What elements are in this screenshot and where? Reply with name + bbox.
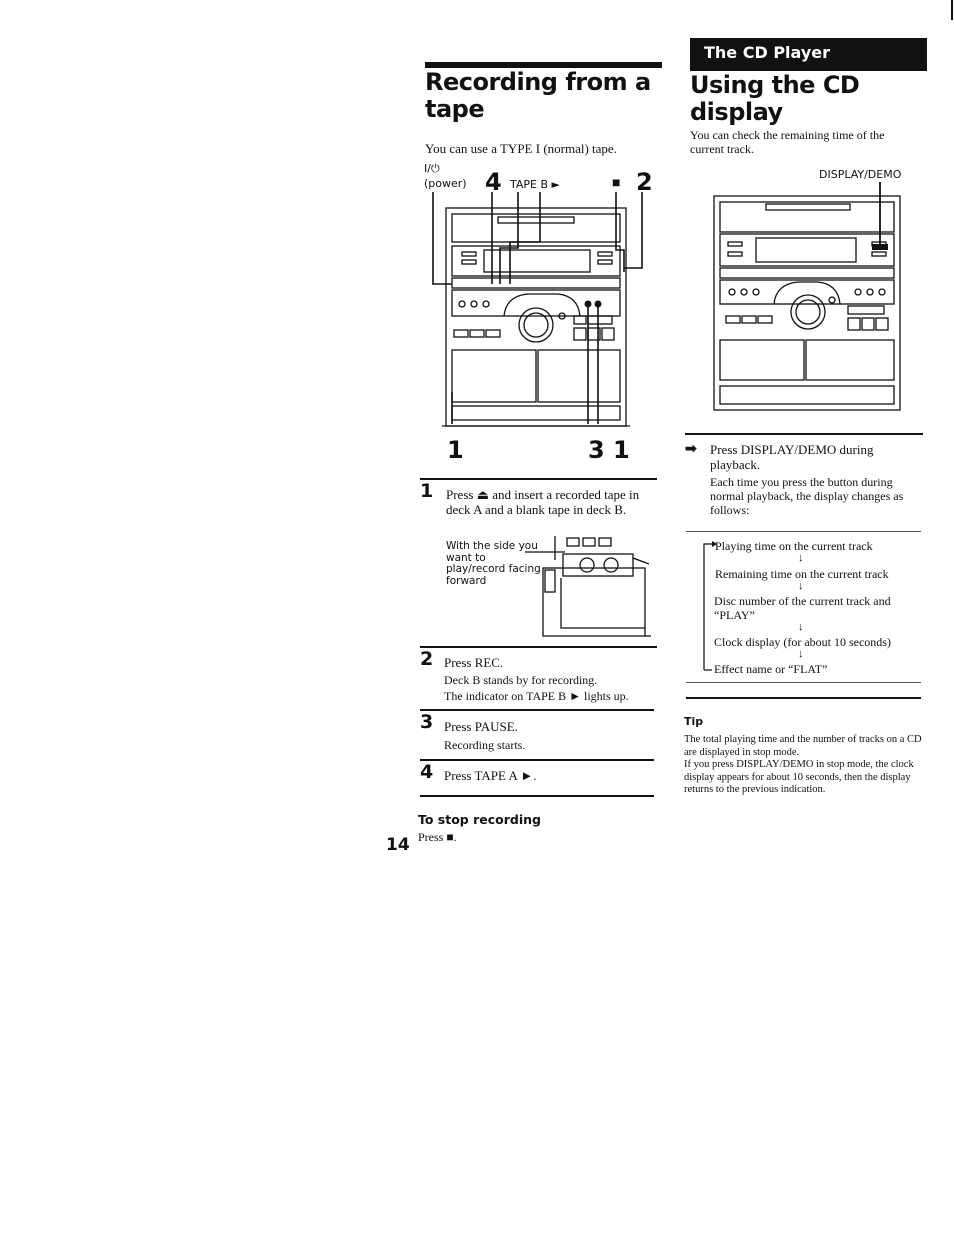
page-number: 14 [386,835,410,855]
intro-right: You can check the remaining time of the current track. [690,128,885,156]
cycle-bottom-rule [686,682,921,683]
step-3-rule [420,709,654,711]
power-symbol: I/⏻ [424,162,440,175]
step-1-rule [420,478,657,480]
tape-b-label: TAPE B ► [510,178,560,191]
step-2-note-2: The indicator on TAPE B ► lights up. [444,689,629,703]
down-arrow-icon: ↓ [798,580,804,592]
cassette-illustration [525,534,653,644]
callout-1-left: 1 [447,436,464,464]
cassette-caption: With the side you want to play/record facing forward [446,540,541,587]
page-title-left: Recording from a tape [425,68,651,123]
tip-heading: Tip [684,715,704,728]
stop-recording-text: Press ■. [418,830,457,844]
tip-rule [686,697,921,699]
action-rule [685,433,923,435]
down-arrow-icon: ↓ [798,552,804,564]
stereo-illustration-left [428,192,663,442]
step-1-text: Press ⏏ and insert a recorded tape in deck A and a blank tape in deck B. [446,487,640,517]
step-2-text: Press REC. [444,655,504,670]
step-3-note: Recording starts. [444,738,526,752]
callout-2: 2 [636,168,653,196]
power-label: (power) [424,177,467,190]
stereo-illustration-right [708,182,908,414]
step-2-number: 2 [420,648,434,670]
stop-symbol: ■ [612,176,621,191]
step-2-rule [420,646,657,648]
page-title-right: Using the CD display [690,71,860,126]
step-1-number: 1 [420,480,434,502]
intro-left: You can use a TYPE I (normal) tape. [425,141,617,156]
step-3-text: Press PAUSE. [444,719,518,734]
step-4-number: 4 [420,761,434,783]
display-demo-label: DISPLAY/DEMO [819,168,902,181]
callout-3-1: 3 1 [588,436,630,464]
step-2-note: Deck B stands by for recording. [444,673,598,687]
step-end-rule [420,795,654,797]
tip-text-2: If you press DISPLAY/DEMO in stop mode, the clock display appears for about 10 seconds, then the display returns to the previous indication. [684,759,914,795]
edge-mark [951,0,953,20]
callout-4: 4 [485,168,502,196]
cycle-item-3: Disc number of the current track and “PLAY” [714,594,891,622]
step-4-rule [420,759,654,761]
down-arrow-icon: ↓ [798,648,804,660]
section-banner: The CD Player [690,38,927,71]
cycle-item-5: Effect name or “FLAT” [714,662,828,676]
tip-text-1: The total playing time and the number of tracks on a CD are displayed in stop mode. [684,734,922,758]
cycle-item-1: Playing time on the current track [715,539,873,553]
stop-recording-heading: To stop recording [418,812,541,827]
cycle-top-rule [686,531,921,532]
action-note: Each time you press the button during normal playback, the display changes as follows: [710,475,904,517]
step-4-text: Press TAPE A ►. [444,768,537,783]
down-arrow-icon: ↓ [798,621,804,633]
cycle-item-2: Remaining time on the current track [715,567,889,581]
cycle-item-4: Clock display (for about 10 seconds) [714,635,891,649]
step-3-number: 3 [420,711,434,733]
arrow-icon: ➡ [685,442,697,457]
action-text: Press DISPLAY/DEMO during playback. [710,442,874,472]
